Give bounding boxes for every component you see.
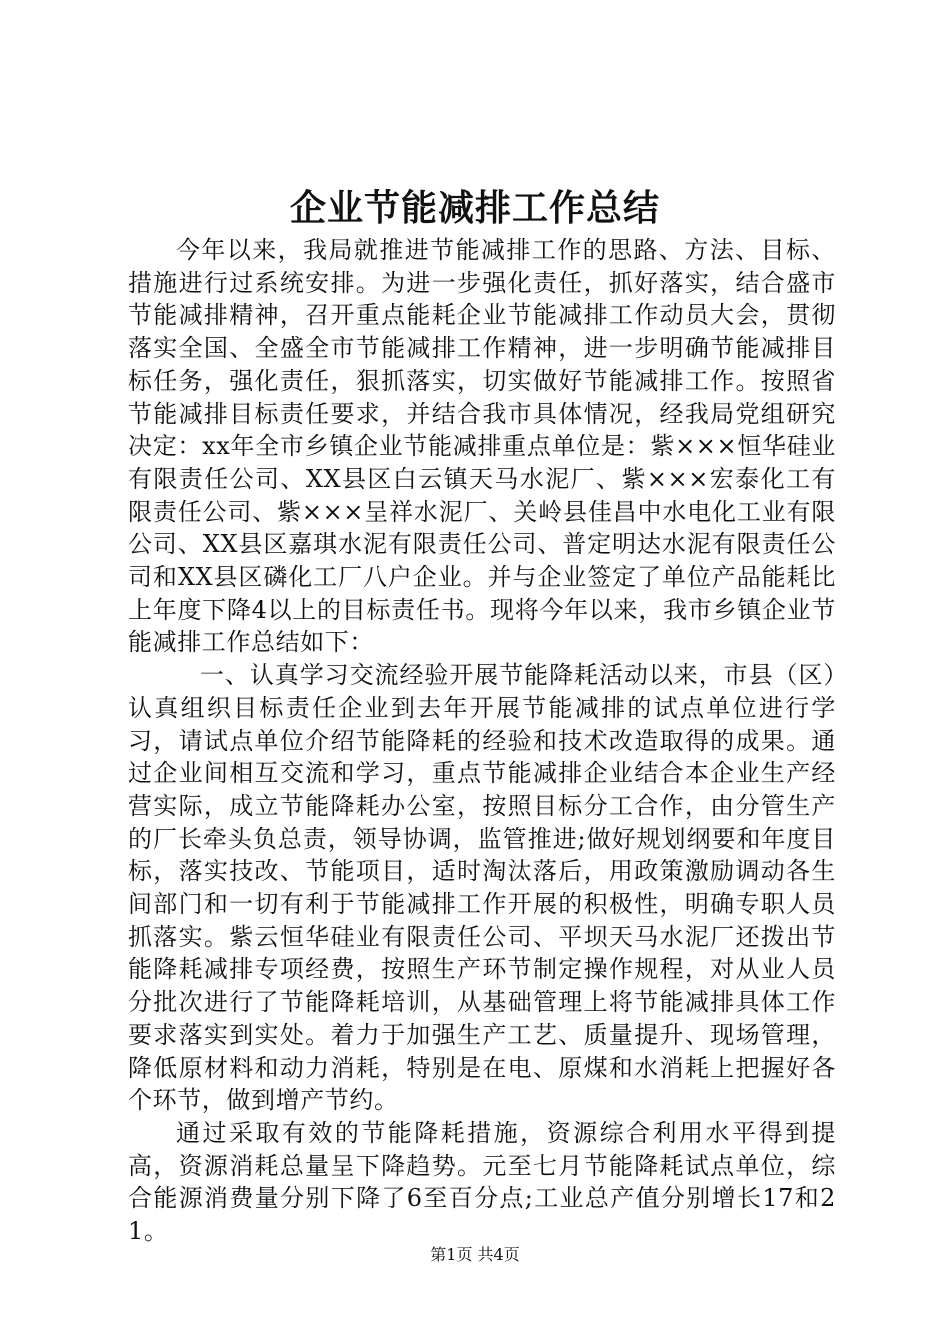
document-body bbox=[128, 234, 836, 1248]
paragraph-intro: 今年以来，我局就推进节能减排工作的思路、方法、目标、措施进行过系统安排。为进一步强化责任，抓好落实，结合盛市节能减排精神，召开重点能耗企业节能减排工作动员大会，贯彻落实全国、全盛全市节能减排工作精神，进一步明确节能减排目标任务，强化责任，狠抓落实，切实做好节能减排工作。按照省节能减排目标责任要求，并结合我市具体情况，经我局党组研究决定：xx年全市乡镇企业节能减排重点单位是：紫×××恒华硅业有限责任公司、XX县区白云镇天马水泥厂、紫×××宏泰化工有限责任公司、紫×××呈祥水泥厂、关岭县佳昌中水电化工业有限公司、XX县区嘉琪水泥有限责任公司、普定明达水泥有限责任公司和XX县区磷化工厂八户企业。并与企业签定了单位产品能耗比上年度下降4以上的目标责任书。现将今年以来，我市乡镇企业节能减排工作总结如下： bbox=[128, 236, 836, 657]
paragraph-section-one: 一、认真学习交流经验开展节能降耗活动以来，市县（区）认真组织目标责任企业到去年开展节能减排的试点单位进行学习，请试点单位介绍节能降耗的经验和技术改造取得的成果。通过企业间相互交流和学习，重点节能减排企业结合本企业生产经营实际，成立节能降耗办公室，按照目标分工合作，由分管生产的厂长牵头负总责，领导协调，监管推进;做好规划纲要和年度目标，落实技改、节能项目，适时淘汰落后，用政策激励调动各生间部门和一切有利于节能减排工作开展的积极性，明确专职人员抓落实。紫云恒华硅业有限责任公司、平坝天马水泥厂还拨出节能降耗减排专项经费，按照生产环节制定操作规程，对从业人员分批次进行了节能降耗培训，从基础管理上将节能减排具体工作要求落实到实处。着力于加强生产工艺、质量提升、现场管理，降低原材料和动力消耗，特别是在电、原煤和水消耗上把握好各个环节，做到增产节约。 bbox=[128, 661, 836, 1115]
page-number-footer: 第1页 共4页 bbox=[430, 1245, 520, 1264]
document-title: 企业节能减排工作总结 bbox=[289, 187, 660, 229]
paragraph-results: 通过采取有效的节能降耗措施，资源综合利用水平得到提高，资源消耗总量呈下降趋势。元至七月节能降耗试点单位，综合能源消费量分别下降了6至百分点;工业总产值分别增长17和21。 bbox=[128, 1118, 836, 1246]
